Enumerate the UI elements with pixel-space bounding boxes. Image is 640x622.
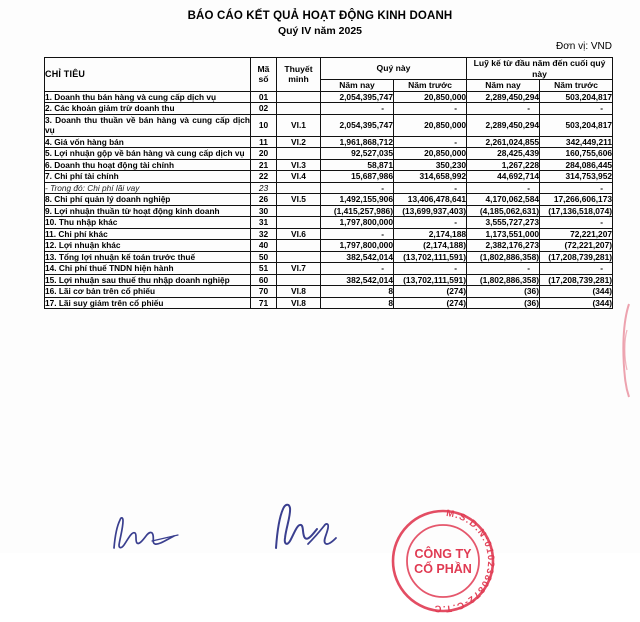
row-code: 01 xyxy=(251,91,277,103)
row-value-quarter-current: 58,871 xyxy=(321,159,394,171)
table-row xyxy=(45,251,613,263)
row-value-cumulative-previous: (72,221,207) xyxy=(540,240,613,252)
income-statement-table-wrapper xyxy=(44,57,612,309)
title-block xyxy=(0,9,640,38)
row-value-cumulative-previous: 160,755,606 xyxy=(540,148,613,160)
row-note-reference: VI.4 xyxy=(277,171,321,183)
row-value-quarter-current: 2,054,395,747 xyxy=(321,114,394,136)
row-indicator-label: 2. Các khoản giảm trừ doanh thu xyxy=(45,103,251,115)
row-value-quarter-previous: 20,850,000 xyxy=(394,114,467,136)
row-note-reference xyxy=(277,217,321,229)
table-row xyxy=(45,159,613,171)
row-note-reference: VI.8 xyxy=(277,297,321,309)
row-value-cumulative-previous: - xyxy=(540,263,613,275)
row-code: 21 xyxy=(251,159,277,171)
table-body xyxy=(45,91,613,309)
row-value-quarter-current: 2,054,395,747 xyxy=(321,91,394,103)
row-value-quarter-current: 1,961,868,712 xyxy=(321,136,394,148)
table-row xyxy=(45,274,613,286)
row-indicator-label: 17. Lãi suy giảm trên cổ phiếu xyxy=(45,297,251,309)
company-seal-stamp xyxy=(382,500,504,622)
row-indicator-label: 14. Chi phí thuế TNDN hiện hành xyxy=(45,263,251,275)
row-indicator-label: 9. Lợi nhuận thuần từ hoạt động kinh doanh xyxy=(45,205,251,217)
row-code: 23 xyxy=(251,182,277,194)
row-value-quarter-current: - xyxy=(321,228,394,240)
row-value-quarter-current: - xyxy=(321,263,394,275)
row-value-cumulative-current: 28,425,439 xyxy=(467,148,540,160)
row-value-cumulative-current: (36) xyxy=(467,297,540,309)
page-title: BÁO CÁO KẾT QUẢ HOẠT ĐỘNG KINH DOANH xyxy=(187,10,453,22)
row-value-cumulative-current: 3,555,727,273 xyxy=(467,217,540,229)
row-code: 02 xyxy=(251,103,277,115)
row-value-cumulative-previous: - xyxy=(540,217,613,229)
row-value-quarter-previous: (274) xyxy=(394,297,467,309)
table-row xyxy=(45,240,613,252)
row-value-cumulative-current: (36) xyxy=(467,286,540,298)
row-indicator-label: 5. Lợi nhuận gộp về bán hàng và cung cấp dịch vụ xyxy=(45,148,251,160)
row-value-cumulative-current: 2,261,024,855 xyxy=(467,136,540,148)
row-note-reference: VI.6 xyxy=(277,228,321,240)
row-value-cumulative-current: 4,170,062,584 xyxy=(467,194,540,206)
row-indicator-label: 11. Chi phí khác xyxy=(45,228,251,240)
row-value-quarter-current: 1,492,155,906 xyxy=(321,194,394,206)
page-edge-stamp-mark xyxy=(620,300,630,400)
row-code: 60 xyxy=(251,274,277,286)
col-header-code xyxy=(251,58,277,92)
row-note-reference xyxy=(277,240,321,252)
row-value-quarter-previous: - xyxy=(394,263,467,275)
row-value-quarter-previous: (2,174,188) xyxy=(394,240,467,252)
row-indicator-label: 7. Chi phí tài chính xyxy=(45,171,251,183)
row-value-quarter-current: 1,797,800,000 xyxy=(321,240,394,252)
row-value-cumulative-current: - xyxy=(467,182,540,194)
svg-text:M.S.D.N:0102380872-C.T.C: M.S.D.N:0102380872-C.T.C xyxy=(432,507,497,615)
row-value-cumulative-current: 1,173,551,000 xyxy=(467,228,540,240)
row-code: 11 xyxy=(251,136,277,148)
col-header-note-line2: minh xyxy=(288,74,309,85)
col-header-quarter-current: Năm nay xyxy=(321,80,394,92)
row-value-cumulative-previous: - xyxy=(540,182,613,194)
table-row xyxy=(45,136,613,148)
row-indicator-label: 15. Lợi nhuận sau thuế thu nhập doanh nghiệp xyxy=(45,274,251,286)
stamp-center-line1: CÔNG TY xyxy=(414,547,472,561)
row-code: 51 xyxy=(251,263,277,275)
table-row xyxy=(45,263,613,275)
row-value-cumulative-previous: (344) xyxy=(540,297,613,309)
signature-left xyxy=(108,512,186,552)
row-note-reference: VI.1 xyxy=(277,114,321,136)
row-note-reference xyxy=(277,182,321,194)
row-code: 10 xyxy=(251,114,277,136)
table-row xyxy=(45,217,613,229)
row-code: 71 xyxy=(251,297,277,309)
row-value-cumulative-previous: 284,086,445 xyxy=(540,159,613,171)
col-header-group-quarter: Quý này xyxy=(321,58,467,80)
row-value-quarter-current: 8 xyxy=(321,297,394,309)
row-value-cumulative-previous: (17,208,739,281) xyxy=(540,274,613,286)
row-value-cumulative-current: 2,382,176,273 xyxy=(467,240,540,252)
col-header-cumulative-previous: Năm trước xyxy=(540,80,613,92)
row-indicator-label: 12. Lợi nhuận khác xyxy=(45,240,251,252)
row-value-cumulative-previous: 72,221,207 xyxy=(540,228,613,240)
row-value-quarter-previous: (13,702,111,591) xyxy=(394,251,467,263)
col-header-quarter-previous: Năm trước xyxy=(394,80,467,92)
row-value-cumulative-previous: (17,136,518,074) xyxy=(540,205,613,217)
row-value-cumulative-previous: (344) xyxy=(540,286,613,298)
row-value-cumulative-current: - xyxy=(467,263,540,275)
row-value-quarter-current: (1,415,257,986) xyxy=(321,205,394,217)
table-row xyxy=(45,182,613,194)
table-row xyxy=(45,148,613,160)
row-indicator-label: 8. Chi phí quản lý doanh nghiệp xyxy=(45,194,251,206)
income-statement-table xyxy=(44,57,613,309)
row-note-reference: VI.7 xyxy=(277,263,321,275)
currency-unit-label: Đơn vị: VND xyxy=(555,41,612,52)
row-value-quarter-previous: 20,850,000 xyxy=(394,148,467,160)
table-row xyxy=(45,286,613,298)
row-value-quarter-current: - xyxy=(321,103,394,115)
row-value-quarter-previous: 2,174,188 xyxy=(394,228,467,240)
row-value-cumulative-current: 1,267,228 xyxy=(467,159,540,171)
row-value-cumulative-previous: (17,208,739,281) xyxy=(540,251,613,263)
row-value-cumulative-current: (1,802,886,358) xyxy=(467,274,540,286)
row-indicator-label: 3. Doanh thu thuần về bán hàng và cung cấp dịch vụ xyxy=(45,114,250,135)
row-value-quarter-previous: 13,406,478,641 xyxy=(394,194,467,206)
row-code: 20 xyxy=(251,148,277,160)
table-row xyxy=(45,194,613,206)
row-value-cumulative-previous: 314,753,952 xyxy=(540,171,613,183)
row-note-reference xyxy=(277,103,321,115)
col-header-code-line2: số xyxy=(258,74,269,85)
row-note-reference xyxy=(277,91,321,103)
row-indicator-label: 1. Doanh thu bán hàng và cung cấp dịch vụ xyxy=(45,91,251,103)
row-value-quarter-previous: 20,850,000 xyxy=(394,91,467,103)
row-note-reference xyxy=(277,274,321,286)
row-code: 30 xyxy=(251,205,277,217)
row-indicator-label: - Trong đó: Chi phí lãi vay xyxy=(45,182,251,194)
col-header-indicator: CHỈ TIÊU xyxy=(45,58,251,92)
row-value-quarter-current: 15,687,986 xyxy=(321,171,394,183)
row-note-reference: VI.3 xyxy=(277,159,321,171)
table-row xyxy=(45,91,613,103)
row-value-quarter-previous: - xyxy=(394,136,467,148)
table-row xyxy=(45,297,613,309)
table-row xyxy=(45,171,613,183)
row-value-quarter-previous: (13,699,937,403) xyxy=(394,205,467,217)
row-note-reference: VI.2 xyxy=(277,136,321,148)
row-indicator-label: 6. Doanh thu hoạt động tài chính xyxy=(45,159,251,171)
row-value-cumulative-previous: 342,449,211 xyxy=(540,136,613,148)
row-value-cumulative-current: 44,692,714 xyxy=(467,171,540,183)
row-value-quarter-current: 382,542,014 xyxy=(321,251,394,263)
stamp-center-line2: CỔ PHẦN xyxy=(414,562,472,576)
row-indicator-label: 13. Tổng lợi nhuận kế toán trước thuế xyxy=(45,251,251,263)
table-row xyxy=(45,114,613,136)
col-header-group-cumulative: Luỹ kế từ đầu năm đến cuối quý này xyxy=(467,58,613,80)
row-value-quarter-current: - xyxy=(321,182,394,194)
table-header xyxy=(45,58,613,92)
row-note-reference: VI.5 xyxy=(277,194,321,206)
row-value-quarter-current: 1,797,800,000 xyxy=(321,217,394,229)
row-value-cumulative-current: - xyxy=(467,103,540,115)
row-value-quarter-previous: (13,702,111,591) xyxy=(394,274,467,286)
row-value-cumulative-current: (1,802,886,358) xyxy=(467,251,540,263)
row-value-quarter-previous: 350,230 xyxy=(394,159,467,171)
row-value-quarter-previous: (274) xyxy=(394,286,467,298)
row-value-quarter-current: 8 xyxy=(321,286,394,298)
row-indicator-label: 10. Thu nhập khác xyxy=(45,217,251,229)
row-note-reference xyxy=(277,251,321,263)
row-value-quarter-previous: - xyxy=(394,103,467,115)
col-header-note-line1: Thuyết xyxy=(284,63,313,74)
row-value-quarter-previous: 314,658,992 xyxy=(394,171,467,183)
row-value-quarter-previous: - xyxy=(394,217,467,229)
row-value-quarter-current: 92,527,035 xyxy=(321,148,394,160)
row-value-cumulative-previous: 503,204,817 xyxy=(540,114,613,136)
col-header-code-line1: Mã xyxy=(257,63,270,74)
table-row xyxy=(45,228,613,240)
col-header-cumulative-current: Năm nay xyxy=(467,80,540,92)
row-value-cumulative-current: (4,185,062,631) xyxy=(467,205,540,217)
row-code: 50 xyxy=(251,251,277,263)
row-code: 40 xyxy=(251,240,277,252)
row-value-cumulative-previous: - xyxy=(540,103,613,115)
col-header-note xyxy=(277,58,321,92)
row-value-cumulative-previous: 503,204,817 xyxy=(540,91,613,103)
row-code: 70 xyxy=(251,286,277,298)
row-value-quarter-current: 382,542,014 xyxy=(321,274,394,286)
row-indicator-label: 4. Giá vốn hàng bán xyxy=(45,136,251,148)
row-value-cumulative-current: 2,289,450,294 xyxy=(467,114,540,136)
table-row xyxy=(45,103,613,115)
header-row-groups xyxy=(45,58,613,80)
row-code: 22 xyxy=(251,171,277,183)
row-code: 31 xyxy=(251,217,277,229)
row-value-quarter-previous: - xyxy=(394,182,467,194)
row-note-reference xyxy=(277,148,321,160)
row-value-cumulative-current: 2,289,450,294 xyxy=(467,91,540,103)
row-code: 26 xyxy=(251,194,277,206)
table-row xyxy=(45,205,613,217)
row-note-reference: VI.8 xyxy=(277,286,321,298)
row-indicator-label: 16. Lãi cơ bản trên cổ phiếu xyxy=(45,286,251,298)
page-subtitle: Quý IV năm 2025 xyxy=(277,25,363,37)
row-note-reference xyxy=(277,205,321,217)
row-code: 32 xyxy=(251,228,277,240)
signature-right xyxy=(268,500,342,552)
row-value-cumulative-previous: 17,266,606,173 xyxy=(540,194,613,206)
